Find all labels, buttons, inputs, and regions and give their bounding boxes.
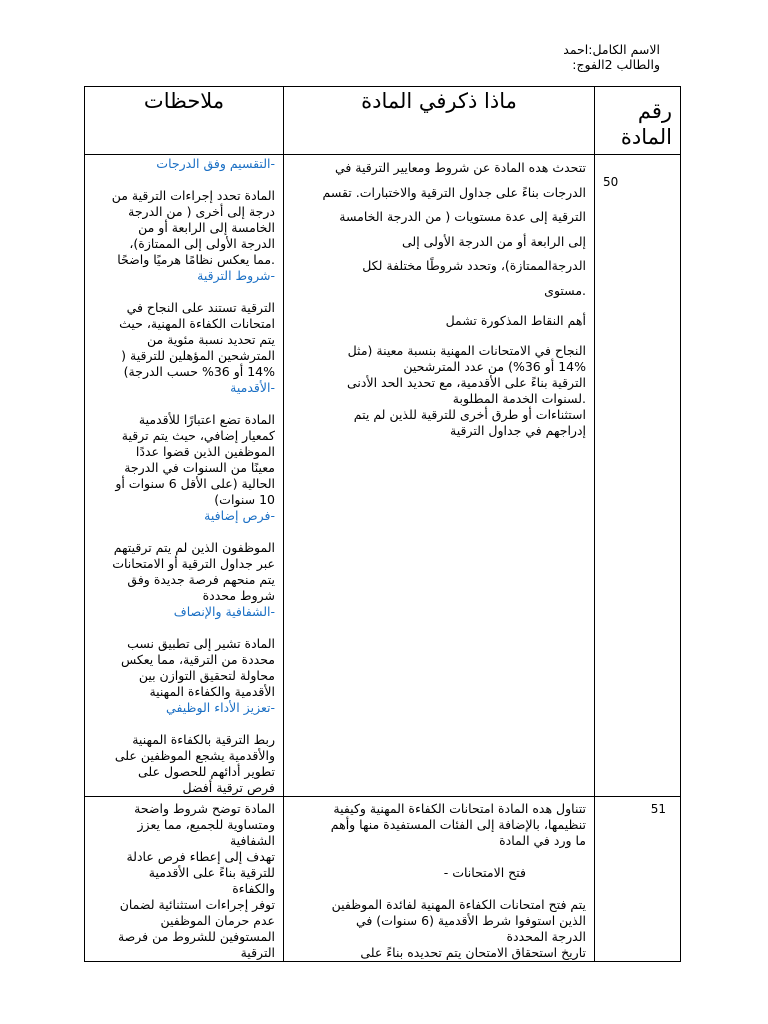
notes-cell	[85, 797, 283, 961]
note-line: عدم حرمان الموظفين	[160, 913, 275, 928]
note-line: 10 سنوات)	[214, 492, 275, 507]
point-line: .لسنوات الخدمة المطلوبة	[452, 391, 586, 406]
content-line: .مستوى	[544, 282, 586, 298]
point-line: 14% أو 36%) من عدد المترشحين	[403, 359, 586, 374]
point-line: النجاح في الامتحانات المهنية بنسبة معينة (مثل	[347, 343, 586, 358]
note-line: 14% أو 36% حسب الدرجة)	[123, 364, 275, 379]
content-line: تتناول هده المادة امتحانات الكفاءة المهنية وكيفية	[333, 801, 586, 816]
note-line: الحالية (على الأقل 6 سنوات أو	[115, 476, 275, 491]
note-line: .مما يعكس نظامًا هرميًا واضحًا	[117, 252, 275, 267]
note-line: الأقدمية والكفاءة المهنية	[149, 684, 275, 699]
note-line: درجة إلى أخرى ( من الدرجة	[128, 204, 275, 219]
note-line: المادة تشير إلى تطبيق نسب	[127, 636, 275, 651]
note-line: يتم منحهم فرصة جديدة وفق	[127, 572, 275, 587]
content-line: إلى الرابعة أو من الدرجة الأولى إلى	[402, 233, 586, 249]
note-line: امتحانات الكفاءة المهنية، حيث	[119, 316, 275, 331]
note-line: يتم تحديد نسبة مئوية من	[146, 332, 275, 347]
note-line: تطوير أدائهم للحصول على	[138, 764, 275, 779]
note-line: معينًا من السنوات في الدرجة	[124, 460, 275, 475]
point-line: الدرجة المحددة	[506, 929, 586, 944]
note-line: ومتساوية للجميع، مما يعزز	[137, 817, 275, 832]
note-line: المادة تحدد إجراءات الترقية من	[111, 188, 275, 203]
articles-table	[84, 86, 681, 962]
content-line: الدرجات بناءً على جداول الترقية والاختبارات. تقسم	[322, 184, 586, 200]
content-cell	[284, 797, 594, 961]
note-line: كمعيار إضافي، حيث يتم ترقية	[121, 428, 275, 443]
point-line: الترقية بناءً على الأقدمية، مع تحديد الحد الأدنى	[347, 375, 586, 390]
notes-cell	[85, 155, 283, 796]
note-title: -شروط الترقية	[197, 268, 275, 283]
note-line: فرص ترقية أفضل	[182, 780, 275, 795]
note-line: المادة توضح شروط واضحة	[134, 801, 275, 816]
content-line: الترقية إلى عدة مستويات ( من الدرجة الخامسة	[339, 209, 586, 224]
note-line: شروط محددة	[202, 588, 275, 603]
content-line: تتحدث هده المادة عن شروط ومعايير الترقية في	[334, 160, 586, 175]
point-line: تاريخ استحقاق الامتحان يتم تحديده بناءً على	[360, 945, 586, 960]
note-line: الخامسة إلى الرابعة أو من	[138, 220, 275, 235]
note-line: محاولة لتحقيق التوازن بين	[138, 668, 275, 683]
note-line: المترشحين المؤهلين للترقية (	[121, 348, 275, 363]
note-title: -فرص إضافية	[204, 508, 275, 523]
table-row	[85, 797, 681, 962]
note-line: ربط الترقية بالكفاءة المهنية	[132, 732, 275, 747]
content-line: ما ورد في المادة	[499, 833, 586, 848]
note-title: -الشفافية والإنصاف	[173, 604, 275, 619]
note-line: محددة من الترقية، مما يعكس	[120, 652, 275, 667]
article-number: 50	[603, 175, 619, 189]
header-number-line2: المادة	[620, 125, 672, 149]
table-row	[85, 155, 681, 797]
points-title: أهم النقاط المذكورة تشمل	[445, 313, 586, 328]
note-line: المستوفين للشروط من فرصة	[117, 929, 275, 944]
point-line: إدراجهم في جداول الترقية	[450, 423, 586, 438]
article-number: 51	[650, 802, 666, 816]
points-title: فتح الامتحانات -	[443, 865, 526, 880]
note-line: توفر إجراءات استثنائية لضمان	[119, 897, 275, 912]
note-line: الترقية	[240, 945, 275, 960]
note-title: -الأقدمية	[230, 380, 275, 395]
header-number-line1: رقم	[637, 99, 672, 123]
note-line: الترقية تستند على النجاح في	[126, 300, 275, 315]
content-line: الدرجةالممتازة)، وتحدد شروطًا مختلفة لكل	[362, 258, 586, 273]
point-line: استثناءات أو طرق أخرى للترقية للذين لم يتم	[353, 407, 586, 422]
header-content: ماذا ذكرفي المادة	[361, 89, 517, 113]
header-notes: ملاحظات	[143, 89, 225, 113]
point-line: الذين استوفوا شرط الأقدمية (6 سنوات) في	[355, 913, 586, 928]
note-line: المادة تضع اعتبارًا للأقدمية	[138, 412, 275, 427]
note-line: الموظفون الذين لم يتم ترقيتهم	[113, 540, 275, 555]
note-line: والأقدمية يشجع الموظفين على	[114, 748, 275, 763]
table-header-row	[85, 87, 681, 155]
student-name-line: الاسم الكامل:احمد	[563, 42, 660, 57]
note-title: -التقسيم وفق الدرجات	[156, 156, 275, 171]
content-cell	[284, 155, 594, 439]
note-line: الشفافية	[229, 833, 275, 848]
note-line: عبر جداول الترقية أو الامتحانات	[112, 556, 275, 571]
header-article-number	[595, 87, 680, 150]
student-group-line: والطالب 2الفوج:	[572, 57, 660, 72]
note-title: -تعزيز الأداء الوظيفي	[166, 700, 275, 715]
note-line: الموظفين الذين قضوا عددًا	[135, 444, 275, 459]
note-line: تهدف إلى إعطاء فرص عادلة	[126, 849, 275, 864]
student-header	[563, 42, 660, 72]
content-line: تنظيمها، بالإضافة إلى الفئات المستفيدة منها وأهم	[330, 817, 586, 832]
note-line: والكفاءة	[232, 881, 275, 896]
point-line: يتم فتح امتحانات الكفاءة المهنية لفائدة الموظفين	[331, 897, 586, 912]
note-line: للترقية بناءً على الأقدمية	[148, 865, 275, 880]
note-line: الدرجة الأولى إلى الممتازة)،	[129, 236, 275, 251]
